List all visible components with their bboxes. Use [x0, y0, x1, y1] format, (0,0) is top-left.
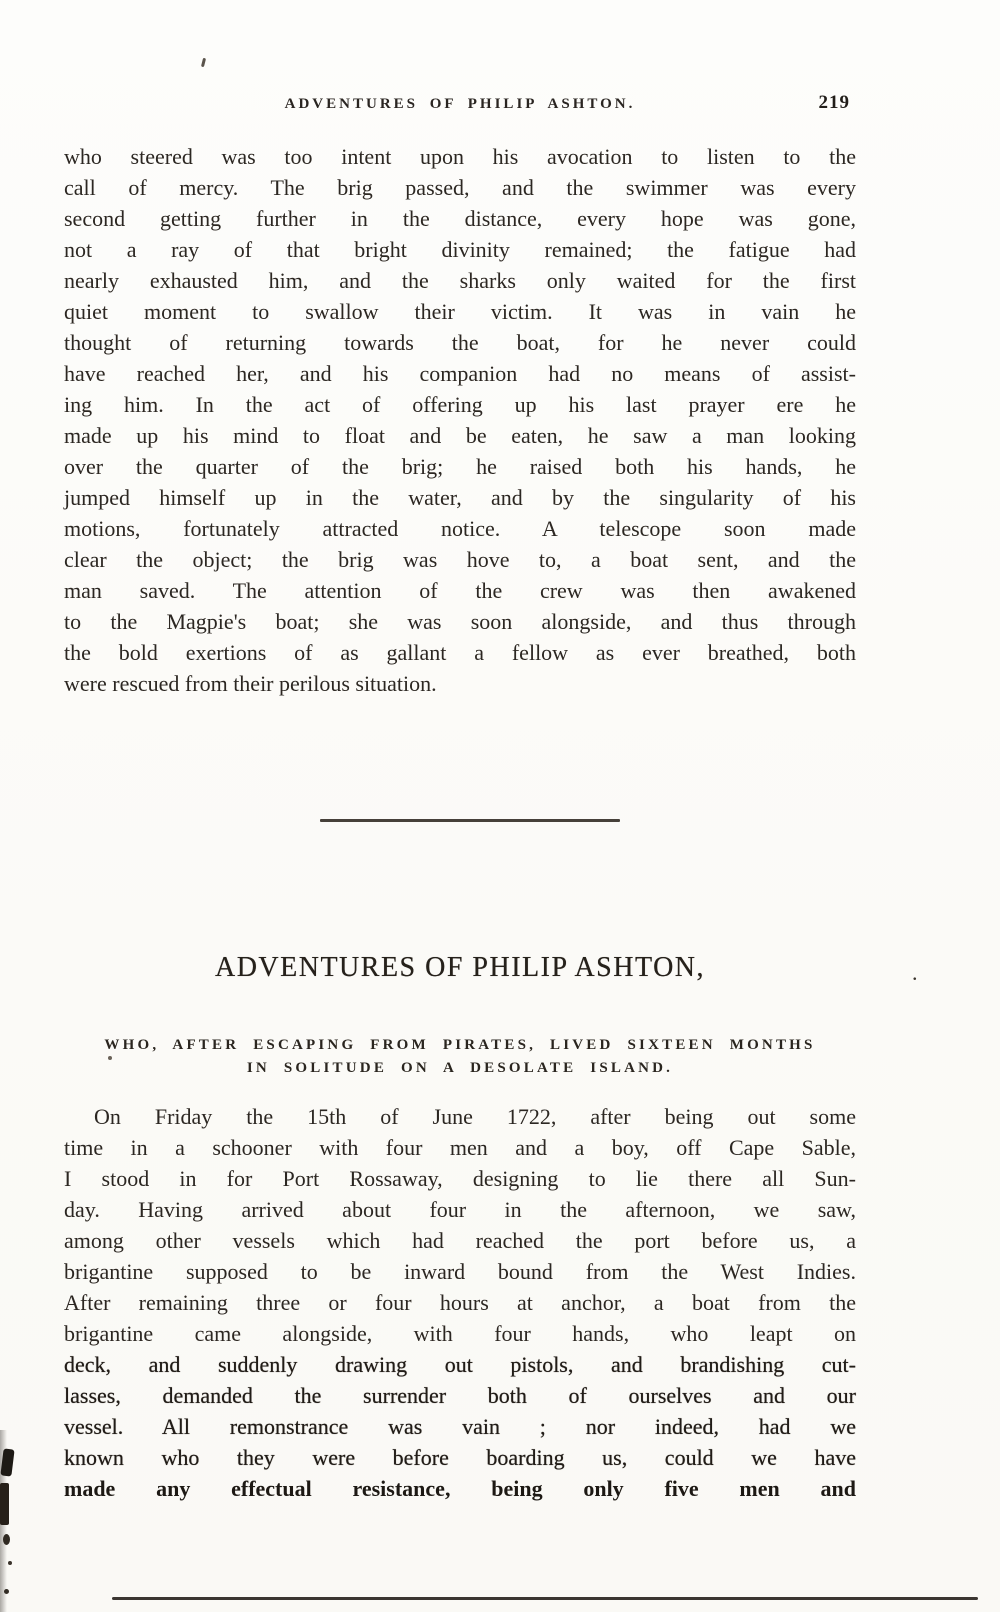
text-line: vessel. All remonstrance was vain ; nor indeed, had we [64, 1414, 856, 1439]
page-header [64, 92, 856, 122]
text-line: deck, and suddenly drawing out pistols, and brandishing cut- [64, 1352, 856, 1377]
text-line: second getting further in the distance, every hope was gone, [64, 206, 856, 231]
text-line: I stood in for Port Rossaway, designing to lie there all Sun- [64, 1166, 856, 1191]
text-line: man saved. The attention of the crew was then awakened [64, 578, 856, 603]
stray-period-artifact: . [912, 960, 918, 985]
text-line: brigantine supposed to be inward bound from the West Indies. [64, 1259, 856, 1284]
binding-edge-shadow [0, 1430, 7, 1612]
text-line: among other vessels which had reached the port before us, a [64, 1228, 856, 1253]
text-line: On Friday the 15th of June 1722, after being out some [94, 1104, 856, 1129]
page-bottom-scan-line [112, 1597, 978, 1600]
text-line: nearly exhausted him, and the sharks only waited for the first [64, 268, 856, 293]
chapter-subtitle [40, 1034, 880, 1080]
scan-speck [4, 1589, 9, 1594]
binding-smudge [3, 1534, 10, 1545]
text-line: were rescued from their perilous situation. [64, 671, 437, 696]
text-line: over the quarter of the brig; he raised both his hands, he [64, 454, 856, 479]
story-conclusion-paragraph [64, 141, 856, 699]
text-line: quiet moment to swallow their victim. It was in vain he [64, 299, 856, 324]
text-line: thought of returning towards the boat, for he never could [64, 330, 856, 355]
text-line: motions, fortunately attracted notice. A telescope soon made [64, 516, 856, 541]
text-line: lasses, demanded the surrender both of ourselves and our [64, 1383, 856, 1408]
text-line: to the Magpie's boat; she was soon alongside, and thus through [64, 609, 856, 634]
text-line: time in a schooner with four men and a boy, off Cape Sable, [64, 1135, 856, 1160]
text-line: ing him. In the act of offering up his last prayer ere he [64, 392, 856, 417]
text-line: known who they were before boarding us, could we have [64, 1445, 856, 1470]
text-line: have reached her, and his companion had no means of assist- [64, 361, 856, 386]
page-number: 219 [818, 92, 850, 113]
binding-smudge [0, 1448, 14, 1476]
text-line: clear the object; the brig was hove to, a boat sent, and the [64, 547, 856, 572]
text-line: day. Having arrived about four in the afternoon, we saw, [64, 1197, 856, 1222]
text-line: jumped himself up in the water, and by the singularity of his [64, 485, 856, 510]
chapter-opening-paragraph [64, 1101, 856, 1504]
text-line: not a ray of that bright divinity remained; the fatigue had [64, 237, 856, 262]
scan-speck [201, 58, 206, 67]
binding-smudge [0, 1483, 9, 1525]
text-line: the bold exertions of as gallant a fellow as ever breathed, both [64, 640, 856, 665]
text-line: who steered was too intent upon his avocation to listen to the [64, 144, 856, 169]
running-title: ADVENTURES OF PHILIP ASHTON. [284, 96, 636, 112]
subtitle-line: IN SOLITUDE ON A DESOLATE ISLAND. [246, 1060, 674, 1076]
text-line: After remaining three or four hours at anchor, a boat from the [64, 1290, 856, 1315]
text-line: made any effectual resistance, being only five men and [64, 1476, 856, 1501]
section-divider [320, 819, 620, 822]
text-line: call of mercy. The brig passed, and the swimmer was every [64, 175, 856, 200]
text-line: brigantine came alongside, with four hands, who leapt on [64, 1321, 856, 1346]
text-line: made up his mind to float and be eaten, he saw a man looking [64, 423, 856, 448]
scan-speck [8, 1561, 12, 1565]
chapter-title: ADVENTURES OF PHILIP ASHTON, [214, 952, 706, 983]
subtitle-line: WHO, AFTER ESCAPING FROM PIRATES, LIVED SIXTEEN MONTHS [104, 1037, 816, 1053]
